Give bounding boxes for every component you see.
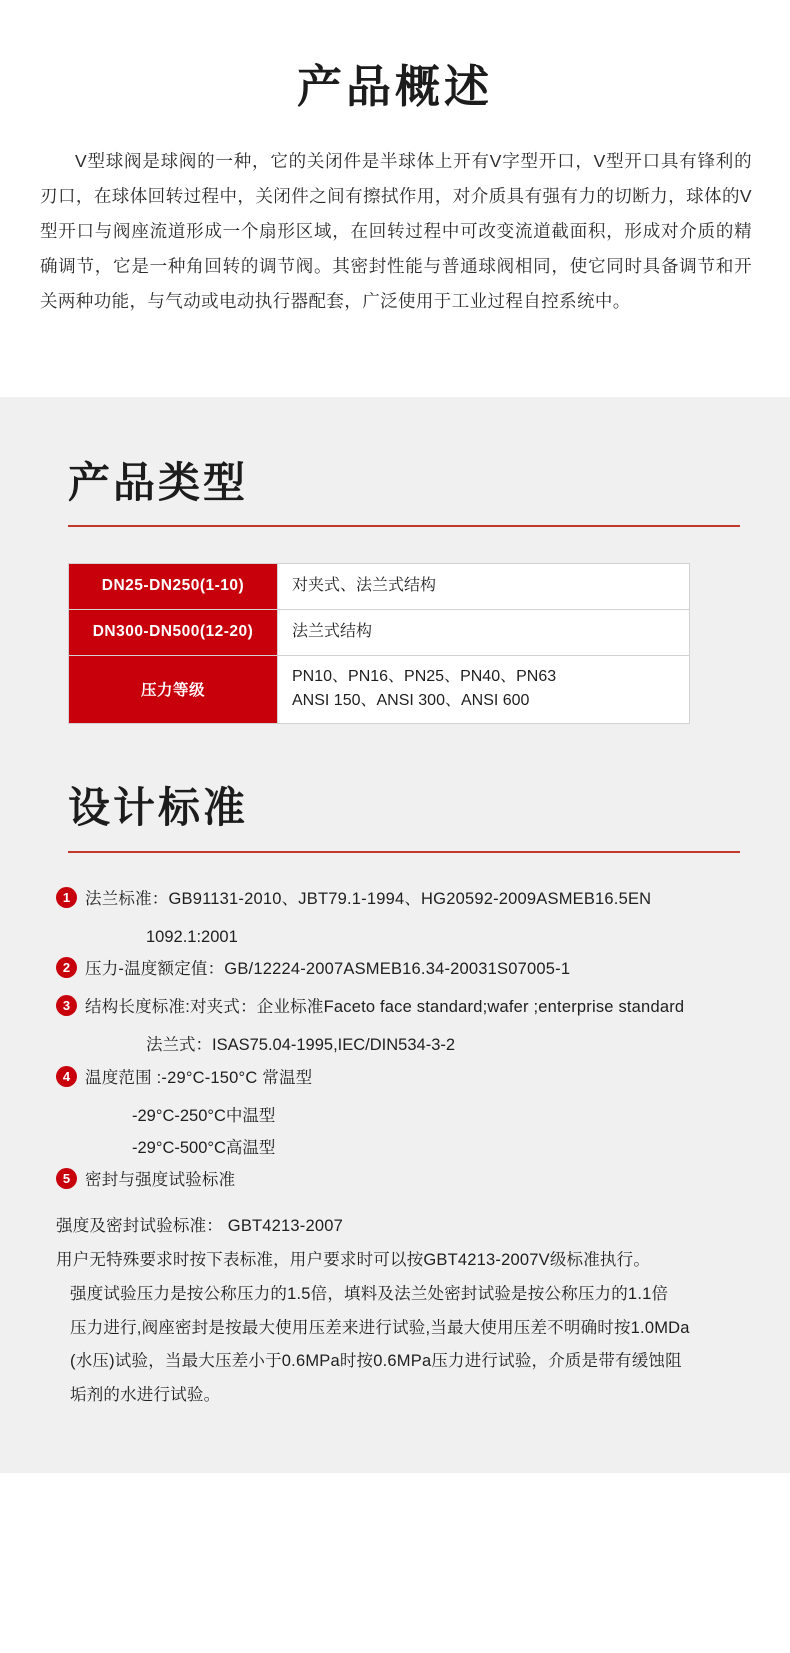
specs-section bbox=[0, 397, 790, 1474]
list-item bbox=[56, 883, 752, 915]
page-title: 产品概述 bbox=[296, 61, 493, 112]
paragraph-line: 垢剂的水进行试验。 bbox=[70, 1386, 221, 1405]
design-standard-list bbox=[0, 857, 790, 1197]
table-row bbox=[69, 564, 690, 610]
table-row-label: 压力等级 bbox=[69, 655, 278, 724]
list-item bbox=[56, 1062, 752, 1094]
list-item-text: 结构长度标准:对夹式：企业标准Faceto face standard;wafer ;enterprise standard bbox=[85, 998, 685, 1017]
paragraph-line: (水压)试验，当最大压差小于0.6MPa时按0.6MPa压力进行试验，介质是带有缓蚀阻 bbox=[70, 1352, 682, 1371]
list-item-text: 密封与强度试验标准 bbox=[85, 1171, 236, 1190]
design-standard-title: 设计标准 bbox=[68, 784, 249, 832]
overview-section bbox=[0, 0, 790, 397]
list-item bbox=[56, 1164, 752, 1196]
product-type-table bbox=[68, 563, 690, 724]
list-item-subtext: 1092.1:2001 bbox=[146, 927, 238, 946]
list-item-subtext: -29°C-500°C高温型 bbox=[132, 1138, 276, 1157]
product-type-title: 产品类型 bbox=[68, 458, 249, 506]
list-number-badge: 3 bbox=[56, 995, 77, 1016]
list-item bbox=[56, 953, 752, 985]
table-row-value bbox=[278, 564, 690, 610]
design-standard-paragraphs bbox=[0, 1202, 790, 1413]
list-number-badge: 5 bbox=[56, 1168, 77, 1189]
paragraph-line: 强度及密封试验标准： GBT4213-2007 bbox=[56, 1217, 344, 1236]
paragraph-line: 压力进行,阀座密封是按最大使用压差来进行试验,当最大使用压差不明确时按1.0MDa bbox=[70, 1318, 690, 1337]
value-line: 对夹式、法兰式结构 bbox=[292, 577, 437, 594]
value-line: PN10、PN16、PN25、PN40、PN63 bbox=[292, 667, 557, 685]
list-item-subtext: 法兰式：ISAS75.04-1995,IEC/DIN534-3-2 bbox=[146, 1036, 456, 1055]
table-row-value bbox=[278, 655, 690, 724]
list-item-text: 法兰标准：GB91131-2010、JBT79.1-1994、HG20592-2009ASMEB16.5EN bbox=[85, 889, 652, 908]
table-row-label: DN25-DN250(1-10) bbox=[69, 564, 278, 610]
list-item-text: 温度范围 :-29°C-150°C 常温型 bbox=[85, 1068, 313, 1087]
product-type-table-wrap bbox=[0, 531, 790, 724]
overview-paragraph: V型球阀是球阀的一种，它的关闭件是半球体上开有V字型开口，V型开口具有锋利的刃口，在球体回转过程中，关闭件之间有擦拭作用，对介质具有强有力的切断力，球体的V型开口与阀座流道形成一个扇形区域，在回转过程中可改变流道截面积，形成对介质的精确调节，它是一种角回转的调节阀。其密封性能与普通球阀相同，使它同时具备调节和开关两种功能，与气动或电动执行器配套，广泛使用于工业过程自控系统中。 bbox=[40, 151, 752, 311]
list-number-badge: 4 bbox=[56, 1066, 77, 1087]
value-line: ANSI 150、ANSI 300、ANSI 600 bbox=[292, 692, 530, 710]
value-line: 法兰式结构 bbox=[292, 622, 373, 640]
table-row bbox=[69, 609, 690, 655]
table-row-label: DN300-DN500(12-20) bbox=[69, 609, 278, 655]
title-divider bbox=[68, 851, 740, 853]
paragraph-line: 用户无特殊要求时按下表标准，用户要求时可以按GBT4213-2007V级标准执行。 bbox=[56, 1251, 651, 1270]
paragraph-line: 强度试验压力是按公称压力的1.5倍，填料及法兰处密封试验是按公称压力的1.1倍 bbox=[70, 1284, 669, 1303]
list-number-badge: 2 bbox=[56, 957, 77, 978]
list-number-badge: 1 bbox=[56, 887, 77, 908]
list-item bbox=[56, 991, 752, 1023]
table-row-value bbox=[278, 609, 690, 655]
list-item-text: 压力-温度额定值：GB/12224-2007ASMEB16.34-20031S07005-1 bbox=[85, 960, 571, 979]
product-type-header bbox=[0, 457, 790, 528]
list-item-subtext: -29°C-250°C中温型 bbox=[132, 1106, 276, 1125]
design-standard-header bbox=[0, 724, 790, 853]
table-row bbox=[69, 655, 690, 724]
title-divider bbox=[68, 525, 740, 527]
